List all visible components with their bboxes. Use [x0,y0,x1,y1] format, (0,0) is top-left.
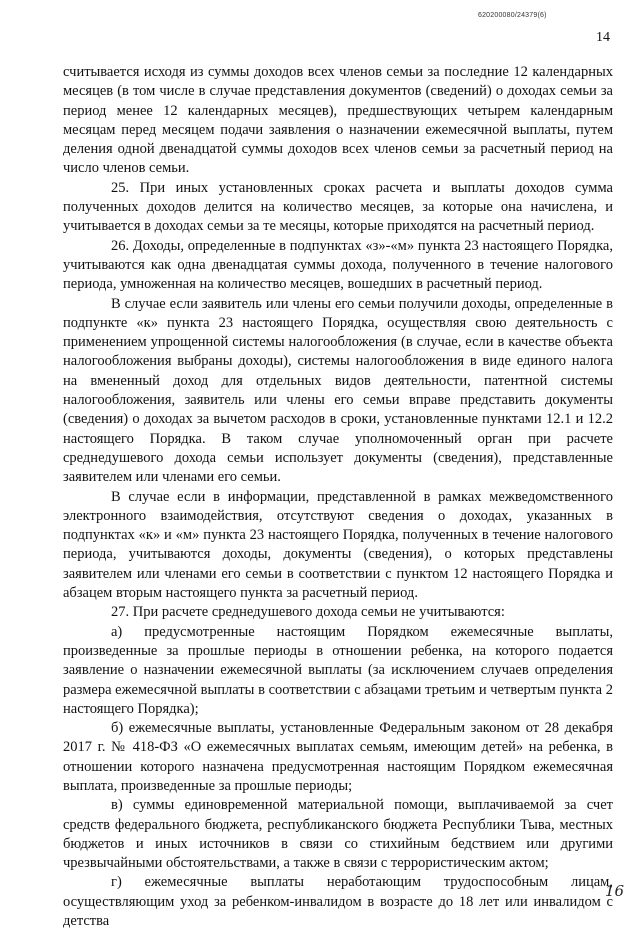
paragraph-simplified-tax: В случае если заявитель или члены его семьи получили доходы, определенные в подпункте «к» пункта 23 настоящего Порядка, осуществляя свою деятельность с применением упрощенной системы налогообложения (в случае, если в качестве объекта налогообложения выбраны доходы), системы налогообложения в виде единого налога на вмененный доход для отдельных видов деятельности, патентной системы налогообложения, заявитель или члены его семьи вправе представить документы (сведения) о доходах за вычетом расходов в сроки, установленные пунктами 12.1 и 12.2 настоящего Порядка. В таком случае уполномоченный орган при расчете среднедушевого дохода семьи использует документы (сведения), представленные заявителем или членами его семьи. [63,295,613,486]
paragraph-item-27: 27. При расчете среднедушевого дохода семьи не учитываются: [111,604,505,621]
page-number: 14 [596,30,610,45]
paragraph-continuation: считывается исходя из суммы доходов всех членов семьи за последние 12 календарных месяцев (в том числе в случае представления документов (сведений) о доходах семьи за период менее 12 календарных месяцев), предшествующих четырем календарным месяцам перед месяцем подачи заявления о назначении ежемесячной выплаты, путем деления одной двенадцатой суммы доходов всех членов семьи за расчетный период на число членов семьи. [63,64,613,177]
subitem-b: б) ежемесячные выплаты, установленные Федеральным законом от 28 декабря 2017 г. № 418-ФЗ «О ежемесячных выплатах семьям, имеющим детей» на ребенка, в отношении которого назначена предусмотренная настоящим Порядком ежемесячная выплата, произведенные за прошлые периоды; [63,720,613,794]
paragraph-item-26: 26. Доходы, определенные в подпунктах «з»-«м» пункта 23 настоящего Порядка, учитываются как одна двенадцатая суммы дохода, полученного в течение налогового периода, умноженная на количество месяцев, вошедших в расчетный период. [63,237,613,293]
subitem-a: а) предусмотренные настоящим Порядком ежемесячные выплаты, произведенные за прошлые периоды в отношении ребенка, на которого подается заявление о назначении ежемесячной выплаты (за исключением случаев определения размера ежемесячной выплаты в соответствии с абзацами третьим и четвертым пункта 2 настоящего Порядка); [63,623,613,717]
handwritten-page-mark: 16 [605,882,625,900]
paragraph-item-25: 25. При иных установленных сроках расчета и выплаты доходов сумма полученных доходов делится на количество месяцев, за которые она начислена, и учитывается в доходах семьи за те месяцы, которые приходятся на расчетный период. [63,179,613,235]
document-registration-code: 620200080/24379(6) [478,12,547,19]
subitem-g: г) ежемесячные выплаты неработающим трудоспособным лицам, осуществляющим уход за ребенком-инвалидом в возрасте до 18 лет или инвалидом с детства [63,874,613,930]
document-body [63,63,613,931]
subitem-v: в) суммы единовременной материальной помощи, выплачиваемой за счет средств федерального бюджета, республиканского бюджета Республики Тыва, местных бюджетов и иных источников в связи со стихийным бедствием или другими чрезвычайными обстоятельствами, а также в связи с террористическим актом; [63,797,613,872]
paragraph-interagency-info: В случае если в информации, представленной в рамках межведомственного электронного взаимодействия, отсутствуют сведения о доходах, указанных в подпунктах «к» и «м» пункта 23 настоящего Порядка, полученных в течение налогового периода, учитываются доходы, документы (сведения), о которых представлены заявителем или членами его семьи в соответствии с пунктом 12 настоящего Порядка и абзацем вторым настоящего пункта за расчетный период. [63,488,613,602]
